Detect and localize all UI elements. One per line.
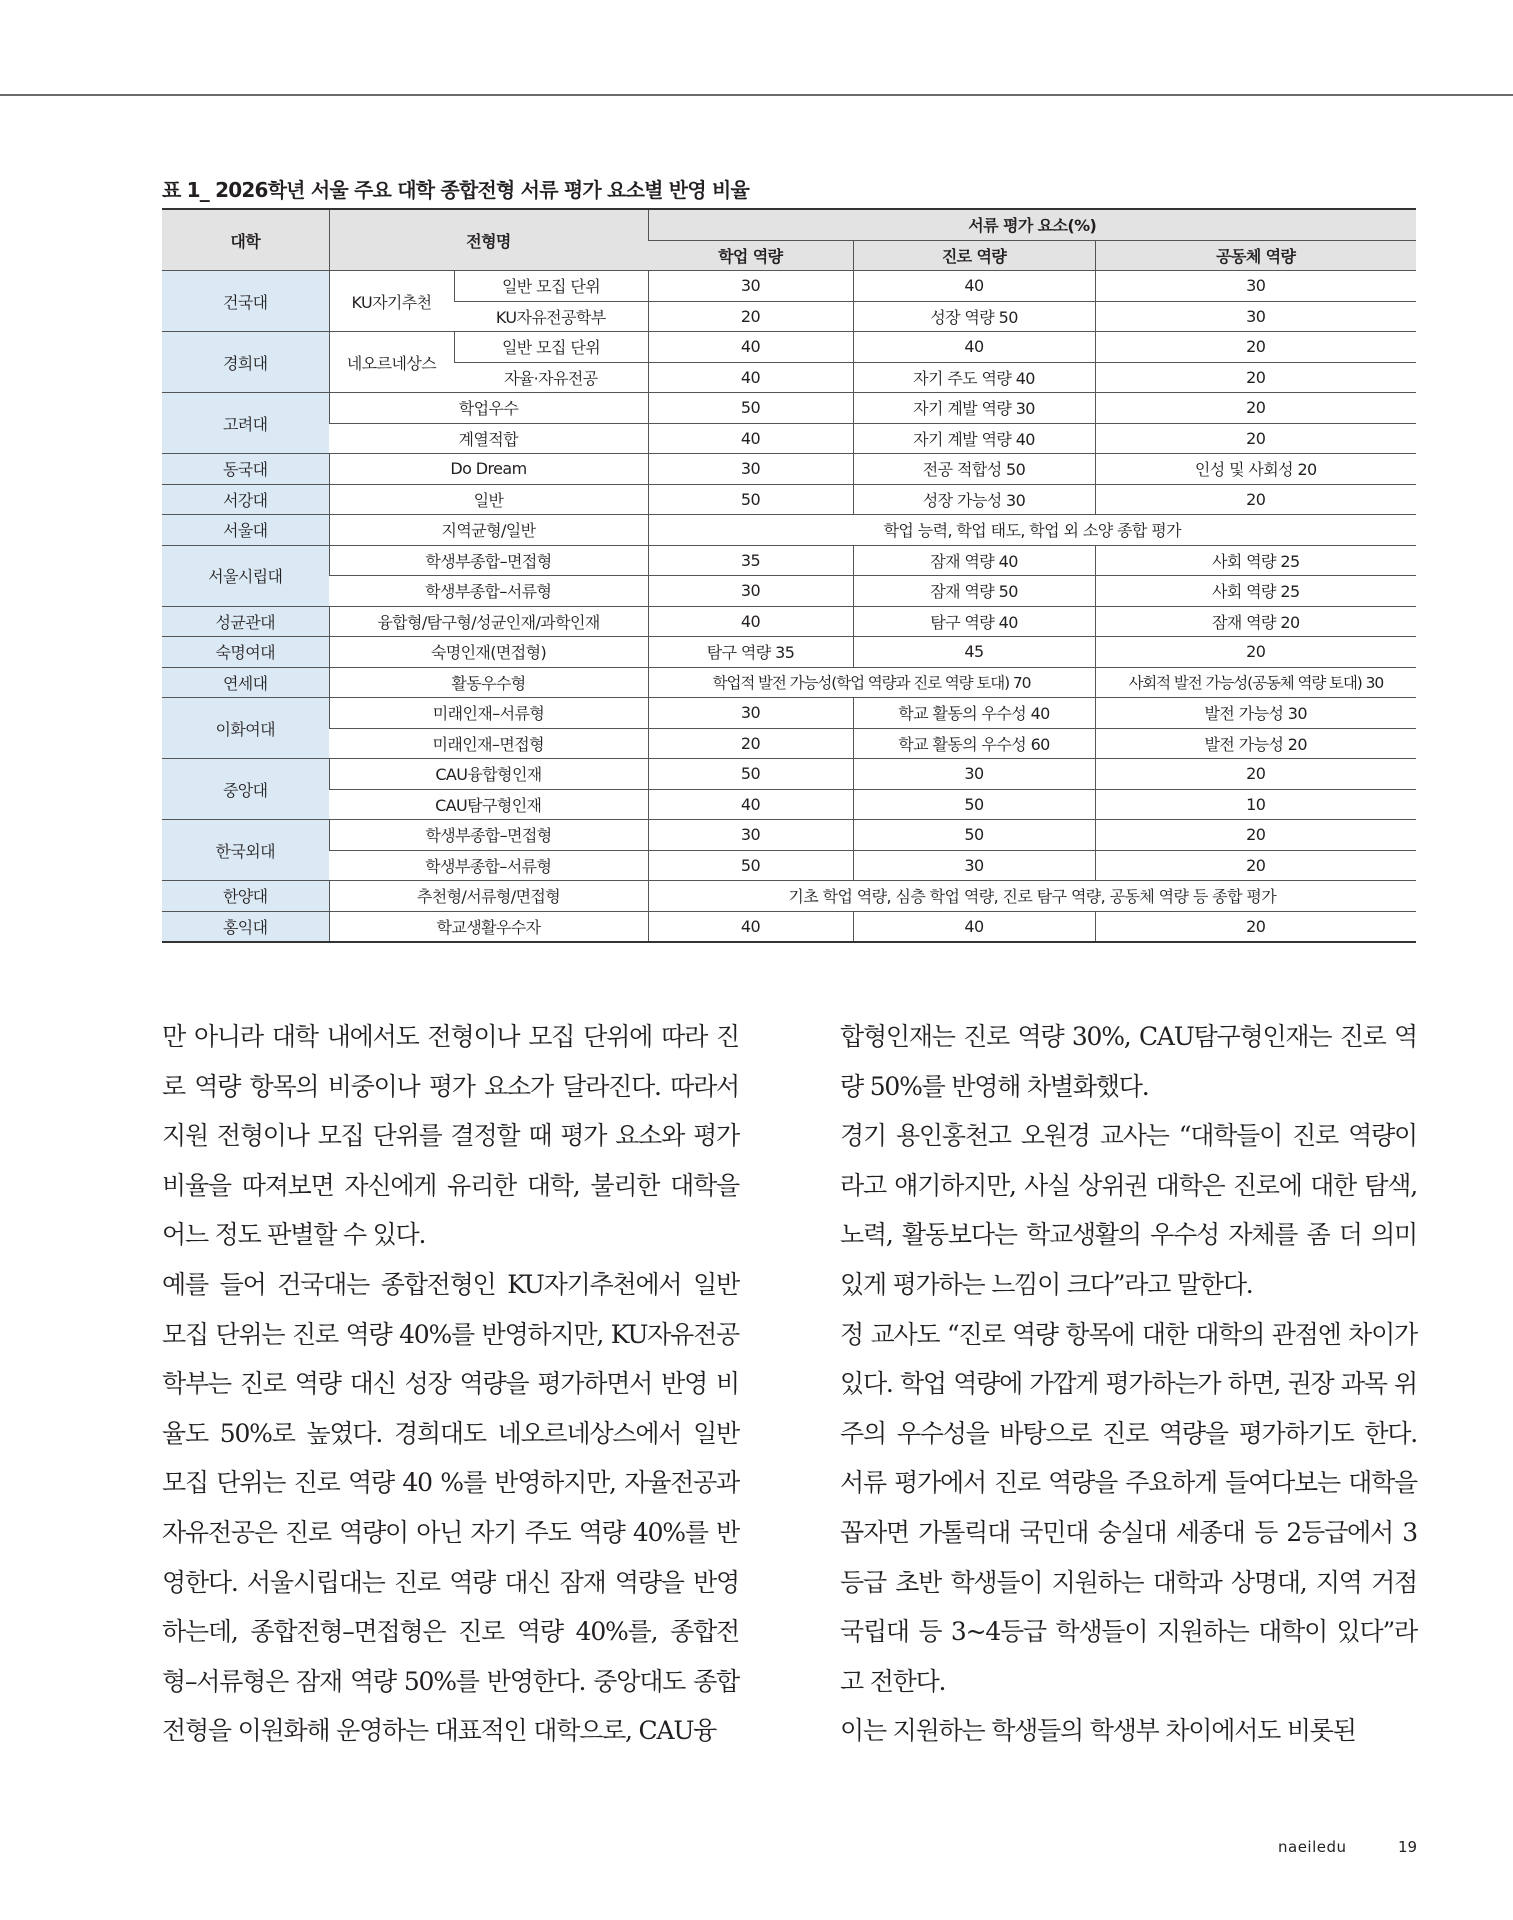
university-cell: 이화여대 [162,698,329,759]
unit-cell: 일반 모집 단위 [454,271,648,302]
community-cell: 20 [1095,850,1416,881]
track-cell: 미래인재–면접형 [329,728,648,759]
academic-cell: 30 [648,820,853,851]
career-cell: 전공 적합성 50 [853,454,1095,485]
academic-cell: 50 [648,759,853,790]
academic-cell: 40 [648,332,853,363]
career-cell: 학교 활동의 우수성 40 [853,698,1095,729]
university-cell: 성균관대 [162,606,329,637]
community-cell: 20 [1095,423,1416,454]
university-cell: 중앙대 [162,759,329,820]
community-cell: 20 [1095,820,1416,851]
page-number: 19 [1398,1838,1418,1856]
academic-cell: 40 [648,911,853,942]
table-row [162,850,1416,881]
academic-cell: 40 [648,362,853,393]
track-cell: 학생부종합–서류형 [329,850,648,881]
table-row [162,454,1416,485]
career-cell: 50 [853,820,1095,851]
academic-cell: 20 [648,301,853,332]
academic-cell: 30 [648,271,853,302]
career-cell: 45 [853,637,1095,668]
table-row [162,423,1416,454]
university-cell: 경희대 [162,332,329,393]
track-cell: CAU융합형인재 [329,759,648,790]
academic-cell: 50 [648,393,853,424]
body-column-left [162,1012,739,1756]
header-university: 대학 [162,209,329,271]
community-cell: 20 [1095,484,1416,515]
table-row [162,698,1416,729]
career-cell: 성장 역량 50 [853,301,1095,332]
table-row [162,728,1416,759]
table-row [162,606,1416,637]
academic-cell: 40 [648,606,853,637]
academic-cell: 30 [648,576,853,607]
merged-evaluation-cell: 기초 학업 역량, 심층 학업 역량, 진로 탐구 역량, 공동체 역량 등 종합 평가 [648,881,1416,912]
track-cell: CAU탐구형인재 [329,789,648,820]
paragraph: 예를 들어 건국대는 종합전형인 KU자기추천에서 일반 모집 단위는 진로 역량 40%를 반영하지만, KU자유전공학부는 진로 역량 대신 성장 역량을 평가하면서 반영 비율도 50%로 높였다. 경희대도 네오르네상스에서 일반 모집 단위는 진로 역량 40 %를 반영하지만, 자율전공과 자유전공은 진로 역량이 아닌 자기 주도 역량 40%를 반영한다. 서울시립대는 진로 역량 대신 잠재 역량을 반영하는데, 종합전형–면접형은 진로 역량 40%를, 종합전형–서류형은 잠재 역량 50%를 반영한다. 중앙대도 종합전형을 이원화해 운영하는 대표적인 대학으로, CAU융 [162,1269,739,1746]
community-cell: 발전 가능성 30 [1095,698,1416,729]
table-row [162,271,1416,302]
table-row [162,545,1416,576]
track-cell: 일반 [329,484,648,515]
track-cell: 미래인재–서류형 [329,698,648,729]
university-cell: 한국외대 [162,820,329,881]
table-row [162,759,1416,790]
merged-evaluation-cell: 학업 능력, 학업 태도, 학업 외 소양 종합 평가 [648,515,1416,546]
table-row [162,484,1416,515]
career-cell: 잠재 역량 40 [853,545,1095,576]
university-cell: 서울시립대 [162,545,329,606]
university-cell: 동국대 [162,454,329,485]
header-factors: 서류 평가 요소(%) [648,209,1416,240]
academic-cell: 50 [648,850,853,881]
track-cell: Do Dream [329,454,648,485]
university-cell: 고려대 [162,393,329,454]
community-cell: 사회적 발전 가능성(공동체 역량 토대) 30 [1095,667,1416,698]
table-row [162,332,1416,363]
track-cell: 학생부종합–면접형 [329,545,648,576]
table-row [162,515,1416,546]
career-cell: 탐구 역량 40 [853,606,1095,637]
track-cell: 계열적합 [329,423,648,454]
academic-career-merged-cell: 학업적 발전 가능성(학업 역량과 진로 역량 토대) 70 [648,667,1095,698]
academic-cell: 35 [648,545,853,576]
paragraph: 이는 지원하는 학생들의 학생부 차이에서도 비롯된 [840,1716,1356,1746]
unit-cell: 자율·자유전공 [454,362,648,393]
track-cell: 학생부종합–서류형 [329,576,648,607]
track-cell: 지역균형/일반 [329,515,648,546]
community-cell: 30 [1095,301,1416,332]
top-rule [0,94,1513,96]
paragraph: 경기 용인홍천고 오원경 교사는 “대학들이 진로 역량이라고 얘기하지만, 사실 상위권 대학은 진로에 대한 탐색, 노력, 활동보다는 학교생활의 우수성 자체를 좀 더 의미 있게 평가하는 느낌이 크다”라고 말한다. [840,1121,1417,1299]
unit-cell: 일반 모집 단위 [454,332,648,363]
career-cell: 30 [853,850,1095,881]
table-row [162,637,1416,668]
publication-name: naeiledu [1278,1838,1347,1856]
community-cell: 20 [1095,637,1416,668]
career-cell: 자기 계발 역량 30 [853,393,1095,424]
university-cell: 홍익대 [162,911,329,942]
table-title: 표 1_ 2026학년 서울 주요 대학 종합전형 서류 평가 요소별 반영 비율 [162,178,750,202]
university-cell: 한양대 [162,881,329,912]
community-cell: 20 [1095,759,1416,790]
unit-cell: KU자유전공학부 [454,301,648,332]
university-cell: 숙명여대 [162,637,329,668]
career-cell: 성장 가능성 30 [853,484,1095,515]
track-cell: 네오르네상스 [329,332,454,393]
community-cell: 발전 가능성 20 [1095,728,1416,759]
community-cell: 20 [1095,332,1416,363]
track-cell: 융합형/탐구형/성균인재/과학인재 [329,606,648,637]
career-cell: 50 [853,789,1095,820]
academic-cell: 30 [648,698,853,729]
community-cell: 20 [1095,362,1416,393]
header-career: 진로 역량 [853,240,1095,271]
track-cell: 학업우수 [329,393,648,424]
career-cell: 자기 계발 역량 40 [853,423,1095,454]
community-cell: 인성 및 사회성 20 [1095,454,1416,485]
academic-cell: 30 [648,454,853,485]
table-row [162,667,1416,698]
track-cell: 학교생활우수자 [329,911,648,942]
community-cell: 30 [1095,271,1416,302]
career-cell: 잠재 역량 50 [853,576,1095,607]
academic-cell: 50 [648,484,853,515]
academic-cell: 20 [648,728,853,759]
track-cell: 추천형/서류형/면접형 [329,881,648,912]
body-column-right [840,1012,1417,1756]
university-cell: 서울대 [162,515,329,546]
career-cell: 40 [853,271,1095,302]
track-cell: 활동우수형 [329,667,648,698]
university-cell: 연세대 [162,667,329,698]
career-cell: 40 [853,911,1095,942]
academic-cell: 40 [648,423,853,454]
track-cell: 학생부종합–면접형 [329,820,648,851]
career-cell: 자기 주도 역량 40 [853,362,1095,393]
community-cell: 10 [1095,789,1416,820]
community-cell: 20 [1095,911,1416,942]
table-row [162,393,1416,424]
paragraph: 정 교사도 “진로 역량 항목에 대한 대학의 관점엔 차이가 있다. 학업 역량에 가깝게 평가하는가 하면, 권장 과목 위주의 우수성을 바탕으로 진로 역량을 평가하기도 한다. 서류 평가에서 진로 역량을 주요하게 들여다보는 대학을 꼽자면 가톨릭대 국민대 숭실대 세종대 등 2등급에서 3등급 초반 학생들이 지원하는 대학과 상명대, 지역 거점 국립대 등 3~4등급 학생들이 지원하는 대학이 있다”라고 전한다. [840,1319,1417,1696]
table-row [162,576,1416,607]
table-row [162,820,1416,851]
header-track: 전형명 [329,209,648,271]
career-cell: 학교 활동의 우수성 60 [853,728,1095,759]
table-row [162,881,1416,912]
community-cell: 20 [1095,393,1416,424]
track-cell: KU자기추천 [329,271,454,332]
university-cell: 서강대 [162,484,329,515]
academic-cell: 40 [648,789,853,820]
header-community: 공동체 역량 [1095,240,1416,271]
track-cell: 숙명인재(면접형) [329,637,648,668]
header-academic: 학업 역량 [648,240,853,271]
university-cell: 건국대 [162,271,329,332]
table-row [162,911,1416,942]
career-cell: 30 [853,759,1095,790]
paragraph: 합형인재는 진로 역량 30%, CAU탐구형인재는 진로 역량 50%를 반영해 차별화했다. [840,1022,1417,1101]
table-row [162,789,1416,820]
community-cell: 사회 역량 25 [1095,545,1416,576]
academic-cell: 탐구 역량 35 [648,637,853,668]
community-cell: 사회 역량 25 [1095,576,1416,607]
community-cell: 잠재 역량 20 [1095,606,1416,637]
paragraph: 만 아니라 대학 내에서도 전형이나 모집 단위에 따라 진로 역량 항목의 비중이나 평가 요소가 달라진다. 따라서 지원 전형이나 모집 단위를 결정할 때 평가 요소와 평가 비율을 따져보면 자신에게 유리한 대학, 불리한 대학을 어느 정도 판별할 수 있다. [162,1022,739,1250]
career-cell: 40 [853,332,1095,363]
evaluation-ratio-table [162,208,1416,943]
